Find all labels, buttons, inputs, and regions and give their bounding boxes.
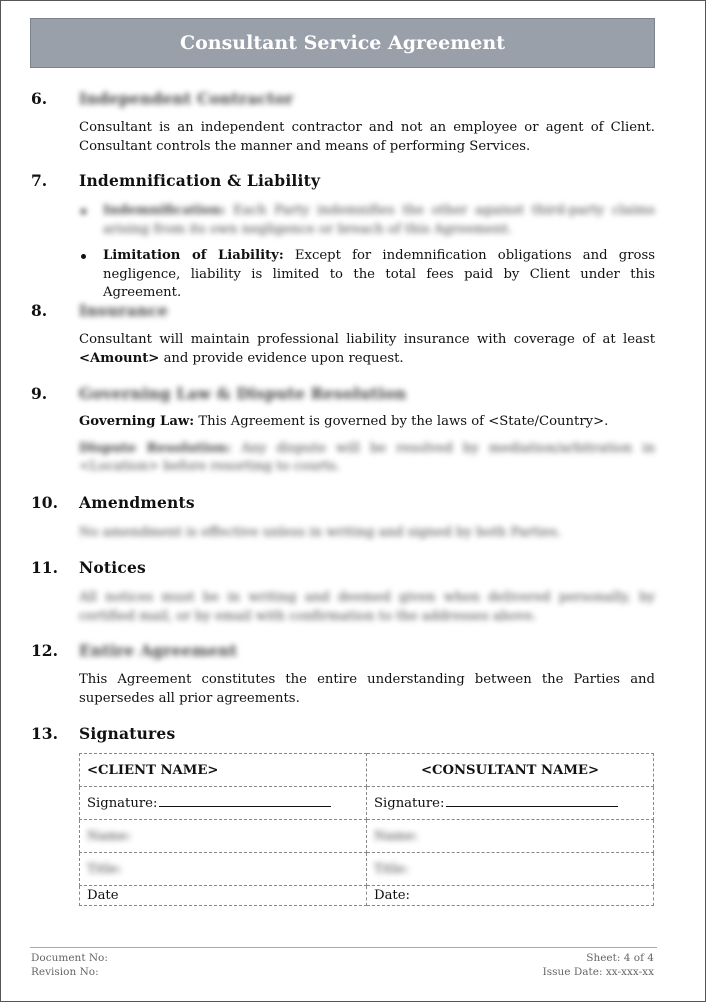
section-body: This Agreement constitutes the entire understanding between the Parties and supersedes all prior agreements.: [79, 672, 655, 706]
client-signature-cell[interactable]: [80, 787, 367, 820]
section-number: 8.: [31, 301, 48, 320]
section-body: Consultant is an independent contractor and not an employee or agent of Client. Consultant controls the manner and means of performing Services.: [79, 120, 655, 154]
footer-right: [543, 951, 654, 979]
section-title: Governing Law & Dispute Resolution: [79, 384, 407, 403]
governing-law-text: This Agreement is governed by the laws of <State/Country>.: [198, 414, 609, 429]
section-title: Signatures: [79, 724, 176, 743]
client-date-cell[interactable]: Date: [80, 886, 367, 906]
bullet-text: Except for indemnification obligations and gross negligence, liability is limited to the total fees paid by Client under this Agreement.: [103, 248, 656, 300]
section-title: Notices: [79, 558, 146, 577]
section-title: Insurance: [79, 301, 169, 320]
section-7: [31, 171, 655, 311]
signature-line[interactable]: [159, 795, 331, 807]
consultant-name-header: <CONSULTANT NAME>: [367, 754, 654, 787]
section-6: [31, 89, 655, 156]
section-13: [31, 724, 655, 746]
document-number: Document No:: [31, 952, 108, 964]
sheet-number: Sheet: 4 of 4: [586, 952, 654, 964]
consultant-title-cell[interactable]: Title:: [367, 853, 654, 886]
client-name-cell[interactable]: Name:: [80, 820, 367, 853]
section-number: 13.: [31, 724, 58, 743]
client-title-cell[interactable]: Title:: [80, 853, 367, 886]
dispute-resolution-label: Dispute Resolution:: [79, 440, 232, 456]
bullet-label: Limitation of Liability:: [103, 248, 284, 263]
document-title: Consultant Service Agreement: [30, 18, 655, 68]
section-title: Indemnification & Liability: [79, 171, 321, 190]
consultant-date-cell[interactable]: Date:: [367, 886, 654, 906]
body-text: Consultant will maintain professional liability insurance with coverage of at least: [79, 332, 655, 347]
section-title: Independent Contractor: [79, 89, 294, 108]
section-11: [31, 558, 655, 626]
dispute-resolution-text: Any dispute will be resolved by mediation/arbitration in <Location> before resorting to courts.: [79, 440, 655, 474]
list-item: [79, 247, 655, 303]
governing-law-line: [79, 413, 655, 432]
section-number: 6.: [31, 89, 48, 108]
section-10: [31, 493, 655, 543]
section-12: [31, 641, 655, 708]
consultant-name-cell[interactable]: Name:: [367, 820, 654, 853]
governing-law-label: Governing Law:: [79, 414, 195, 429]
body-text: and provide evidence upon request.: [163, 350, 404, 366]
dispute-resolution-line: [79, 440, 655, 477]
bullet-text: Each Party indemnifies the other against third-party claims arising from its own negligence or breach of this Agreement.: [103, 203, 655, 237]
revision-number: Revision No:: [31, 966, 99, 978]
section-number: 7.: [31, 171, 48, 190]
section-9: [31, 384, 655, 477]
bullet-list: [79, 202, 655, 303]
section-body: All notices must be in writing and deemed given when delivered personally, by certified mail, or by email with confirmation to the addresses above.: [79, 590, 655, 624]
signature-label: Signature:: [374, 796, 445, 811]
footer-left: [31, 951, 108, 979]
bullet-label: Indemnification:: [103, 203, 226, 218]
consultant-signature-cell[interactable]: [367, 787, 654, 820]
section-title: Entire Agreement: [79, 641, 238, 660]
section-title: Amendments: [79, 493, 195, 512]
section-body: [79, 331, 655, 368]
amount-placeholder: <Amount>: [79, 350, 160, 366]
section-number: 11.: [31, 558, 58, 577]
footer-divider: [30, 947, 657, 948]
section-number: 10.: [31, 493, 58, 512]
section-body: No amendment is effective unless in writing and signed by both Parties.: [79, 525, 562, 540]
section-8: [31, 301, 655, 368]
issue-date: Issue Date: xx-xxx-xx: [542, 966, 654, 978]
signature-label: Signature:: [87, 796, 158, 811]
signature-line[interactable]: [446, 795, 618, 807]
section-number: 9.: [31, 384, 48, 403]
client-name-header: <CLIENT NAME>: [80, 754, 367, 787]
section-number: 12.: [31, 641, 58, 660]
list-item: [79, 202, 655, 239]
signature-table: [79, 753, 654, 906]
